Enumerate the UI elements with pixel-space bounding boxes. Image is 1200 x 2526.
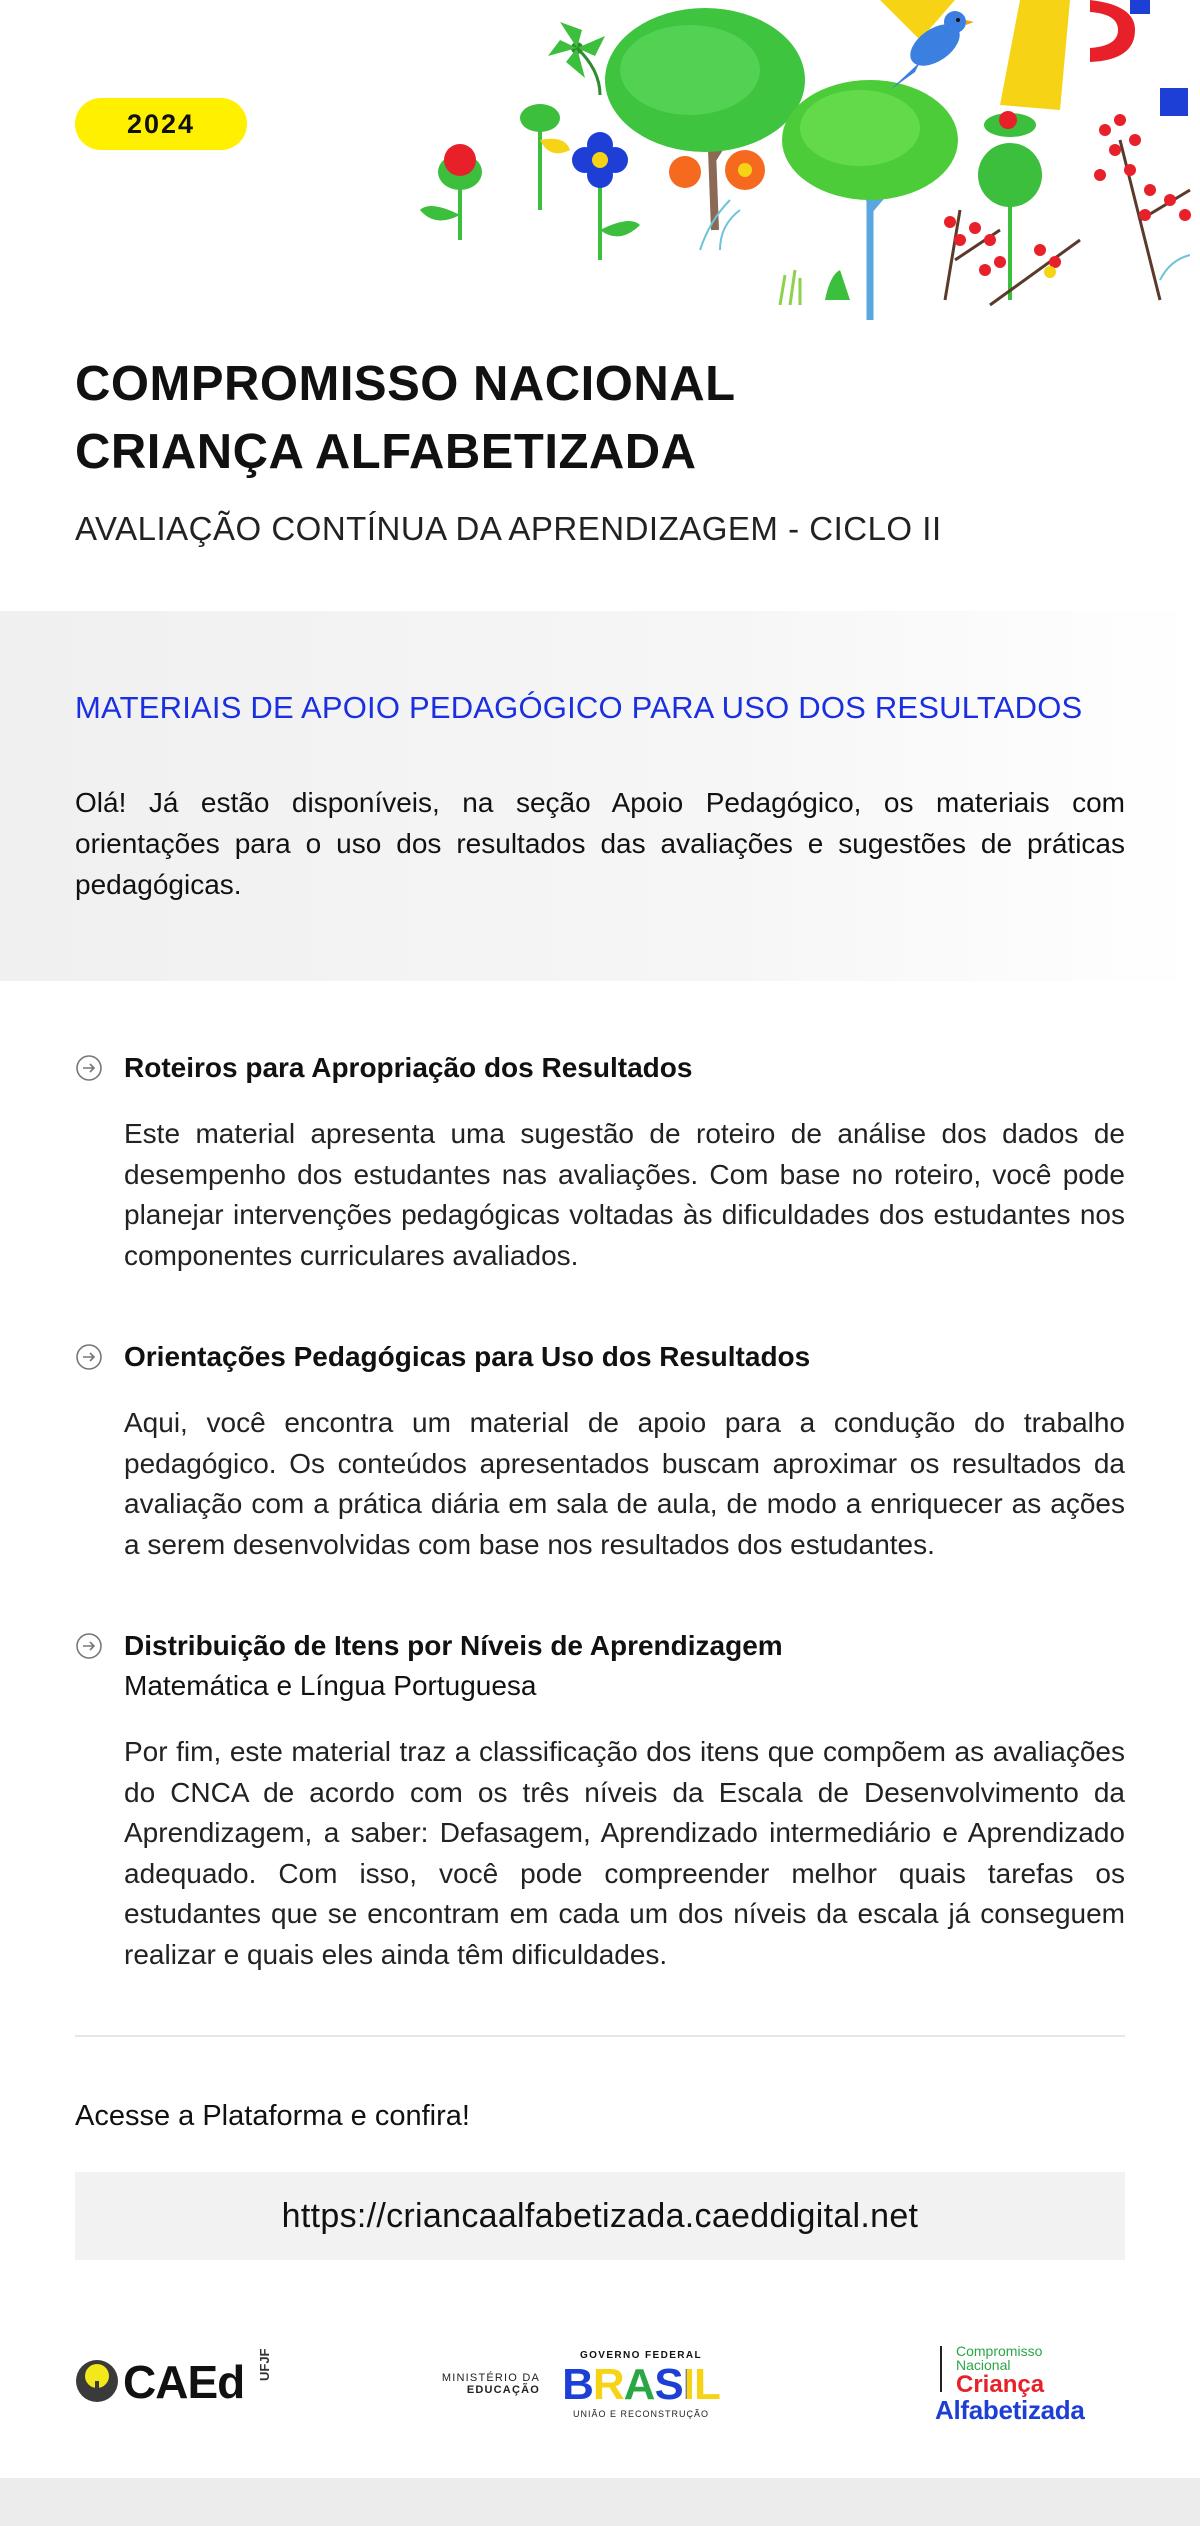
blue-square <box>1160 88 1188 116</box>
item-title: Orientações Pedagógicas para Uso dos Resultados <box>124 1341 811 1372</box>
decorative-illustration <box>400 0 1200 330</box>
page-title <box>75 350 875 486</box>
bud-icon <box>520 104 570 210</box>
ministry-line-2: EDUCAÇÃO <box>466 2384 540 2396</box>
pinwheel-icon <box>548 22 605 95</box>
title-line-1: COMPROMISSO NACIONAL <box>75 357 736 411</box>
item-subtitle: Matemática e Língua Portuguesa <box>124 1670 537 1701</box>
page-subtitle: AVALIAÇÃO CONTÍNUA DA APRENDIZAGEM - CICLO II <box>75 510 942 547</box>
cnca-line-2: Nacional <box>956 2357 1011 2373</box>
item-title: Distribuição de Itens por Níveis de Aprendizagem <box>124 1630 783 1661</box>
cnca-line-4: Alfabetizada <box>935 2395 1085 2425</box>
ministry-line-1: MINISTÉRIO DA <box>441 2372 540 2384</box>
cnca-line-3: Criança <box>956 2371 1045 2398</box>
berry-cluster <box>1094 114 1191 300</box>
item-title: Roteiros para Apropriação dos Resultados <box>124 1052 693 1083</box>
gov-name: BRASIL <box>560 2361 722 2409</box>
item-body: Por fim, este material traz a classificação dos itens que compõem as avaliações do CNCA de acordo com os três níveis da Escala de Desenvolvimento da Aprendizagem, a saber: Defasagem, Aprendizado intermediário e Aprendizado adequado. Com isso, você pode compreender melhor quais tarefas os estudantes que se encontram em cada um dos níveis da escala já conseguem realizar e quais eles ainda têm dificuldades. <box>124 1736 1125 1970</box>
caed-name: CAEd <box>123 2356 245 2408</box>
caed-tree-icon <box>75 2359 119 2403</box>
gov-top: GOVERNO FEDERAL <box>579 2350 703 2361</box>
blue-square <box>1130 0 1150 14</box>
caed-logo <box>75 2348 295 2408</box>
footer-band <box>0 2478 1200 2526</box>
ministry-logo <box>430 2372 540 2412</box>
gov-brasil-logo <box>560 2350 722 2430</box>
triangle-shape <box>1000 0 1070 110</box>
material-item-roteiros <box>75 1048 1125 1278</box>
intro-text: Olá! Já estão disponíveis, na seção Apoio Pedagógico, os materiais com orientações para o uso dos resultados das avaliações e sugestões de práticas pedagógicas. <box>75 787 1125 900</box>
arrow-circle-icon <box>75 1343 103 1371</box>
gov-bottom: UNIÃO E RECONSTRUÇÃO <box>572 2409 709 2419</box>
platform-url-link[interactable]: https://criancaalfabetizada.caeddigital.net <box>75 2172 1125 2260</box>
tree-left <box>605 8 805 230</box>
tree-right <box>782 80 958 320</box>
title-line-2: CRIANÇA ALFABETIZADA <box>75 425 697 479</box>
arrow-circle-icon <box>75 1632 103 1660</box>
item-body: Este material apresenta uma sugestão de roteiro de análise dos dados de desempenho dos estudantes nas avaliações. Com base no roteiro, você pode planejar intervenções pedagógicas voltadas às dificuldades dos estudantes nos componentes curriculares avaliados. <box>124 1118 1125 1271</box>
header <box>0 0 1200 610</box>
caed-sub: UFJF <box>257 2348 272 2381</box>
cta-text: Acesse a Plataforma e confira! <box>75 2100 470 2132</box>
blue-flower-icon <box>572 132 640 260</box>
red-arc-shape <box>1090 0 1135 62</box>
section-title: MATERIAIS DE APOIO PEDAGÓGICO PARA USO DOS RESULTADOS <box>75 690 1083 725</box>
material-item-orientacoes <box>75 1337 1125 1567</box>
year-badge: 2024 <box>75 98 247 150</box>
divider <box>75 2035 1125 2037</box>
item-body: Aqui, você encontra um material de apoio para a condução do trabalho pedagógico. Os conteúdos apresentados buscam aproximar os resultados da avaliação com a prática diária em sala de aula, de modo a enriquecer as ações a serem desenvolvidas com base nos resultados dos estudantes. <box>124 1407 1125 1560</box>
material-item-distribuicao <box>75 1626 1125 1986</box>
cnca-bar <box>940 2346 942 2392</box>
cnca-line-1: Compromisso <box>956 2343 1043 2359</box>
cnca-logo <box>935 2344 1130 2424</box>
grass-icon <box>780 270 850 305</box>
arrow-circle-icon <box>75 1054 103 1082</box>
red-flower-icon <box>420 144 482 240</box>
